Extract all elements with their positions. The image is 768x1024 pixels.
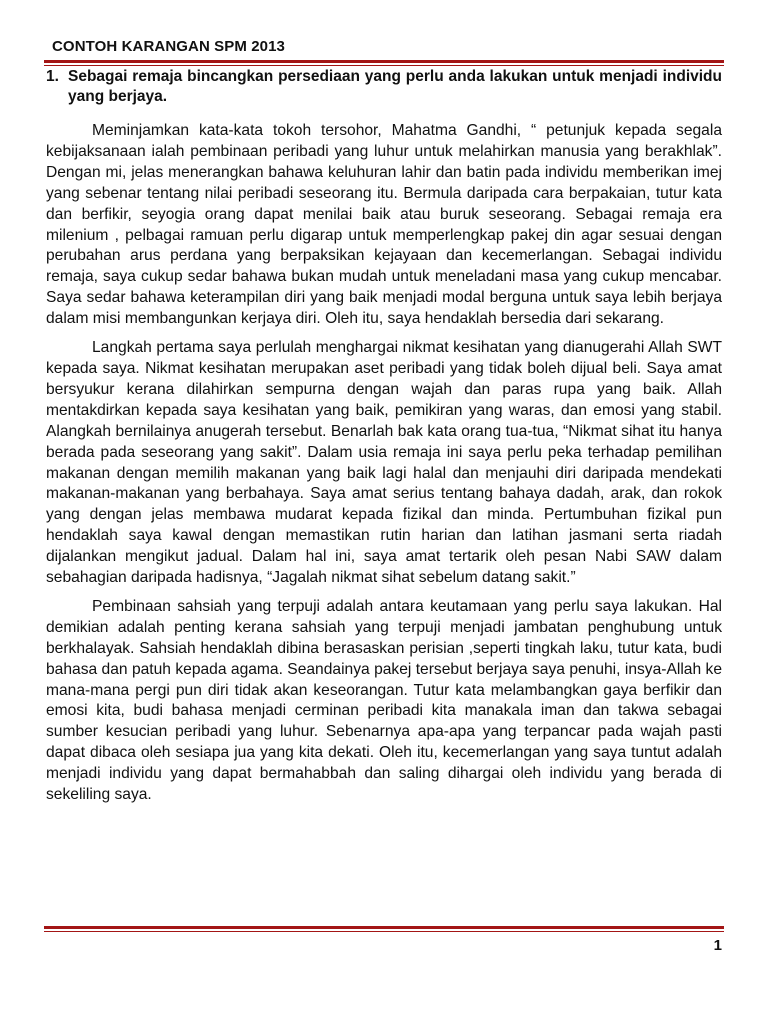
question-text: Sebagai remaja bincangkan persediaan yang perlu anda lakukan untuk menjadi individu yang berjaya. bbox=[68, 68, 722, 105]
paragraph-health: Langkah pertama saya perlulah menghargai nikmat kesihatan yang dianugerahi Allah SWT kepada saya. Nikmat kesihatan merupakan aset peribadi yang tidak boleh dijual beli. Saya amat bersyukur kerana dilahirkan sempurna dengan wajah dan paras rupa yang baik. Allah mentakdirkan kepada saya kesihatan yang baik, pemikiran yang waras, dan emosi yang stabil. Alangkah bernilainya anugerah tersebut. Benarlah bak kata orang tua-tua, “Nikmat sihat itu hanya berada pada seseorang yang sakit”. Dalam usia remaja ini saya perlu peka terhadap pemilihan makanan dengan memilih makanan yang baik lagi halal dan menjauhi diri daripada mendekati makanan-makanan yang berbahaya. Saya amat serius tentang bahaya dadah, arak, dan rokok yang dengan jelas membawa mudarat kepada fizikal dan minda. Pertumbuhan fizikal pun hendaklah saya kawal dengan memastikan rutin harian dan latihan jasmani serta riadah dijalankan mengikut jadual. Dalam hal ini, saya amat tertarik oleh pesan Nabi SAW dalam sebahagian daripada hadisnya, “Jagalah nikmat sihat sebelum datang sakit.” bbox=[46, 339, 722, 587]
footer-divider bbox=[44, 926, 724, 933]
essay-question bbox=[46, 67, 722, 107]
page-number: 1 bbox=[713, 937, 722, 954]
essay-body bbox=[46, 121, 722, 814]
header-divider-thick-line bbox=[44, 60, 724, 63]
footer-divider-thick-line bbox=[44, 926, 724, 929]
header-divider bbox=[44, 60, 724, 67]
question-number: 1. bbox=[46, 68, 59, 85]
paragraph-character: Pembinaan sahsiah yang terpuji adalah antara keutamaan yang perlu saya lakukan. Hal demikian adalah penting kerana sahsiah yang terpuji menjadi jambatan penghubung untuk berkhalayak. Sahsiah hendaklah dibina berasaskan perisian ,seperti tingkah laku, tutur kata, budi bahasa dan patuh kepada agama. Seandainya pakej tersebut berjaya saya penuhi, insya-Allah ke mana-mana pergi pun diri tidak akan keseorangan. Tutur kata melambangkan gaya berfikir dan emosi kita, budi bahasa menjadi cerminan peribadi kita manakala iman dan takwa sebagai sumber kesucian peribadi yang luhur. Sebenarnya apa-apa yang terpancar pada wajah pasti dapat dibaca oleh sesiapa jua yang kita dekati. Oleh itu, kecemerlangan yang saya tuntut adalah menjadi individu yang dapat bermahabbah dan saling dihargai oleh individu yang berada di sekeliling saya. bbox=[46, 597, 722, 804]
header-divider-thin-line bbox=[44, 65, 724, 66]
paragraph-introduction: Meminjamkan kata-kata tokoh tersohor, Mahatma Gandhi, “ petunjuk kepada segala kebijaksanaan ialah pembinaan peribadi yang luhur untuk melahirkan manusia yang berakhlak”. Dengan mi, jelas menerangkan bahawa keluhuran lahir dan batin pada individu memberikan imej yang sebenar tentang nilai peribadi seseorang itu. Bermula daripada cara berpakaian, tutur kata dan berfikir, seyogia orang dapat menilai baik atau buruk seseorang. Sebagai remaja era milenium , pelbagai ramuan perlu digarap untuk memperlengkap pakej din agar sesuai dengan perubahan arus perdana yang berpaksikan kejayaan dan kecemerlangan. Sebagai individu remaja, saya cukup sedar bahawa bukan mudah untuk meneladani masa yang cukup mencabar. Saya sedar bahawa keterampilan diri yang baik menjadi modal berguna untuk saya lebih berjaya dalam misi membangunkan kerjaya diri. Oleh itu, saya hendaklah bersedia dari sekarang. bbox=[46, 122, 722, 328]
document-header-title: CONTOH KARANGAN SPM 2013 bbox=[52, 38, 285, 55]
footer-divider-thin-line bbox=[44, 931, 724, 932]
